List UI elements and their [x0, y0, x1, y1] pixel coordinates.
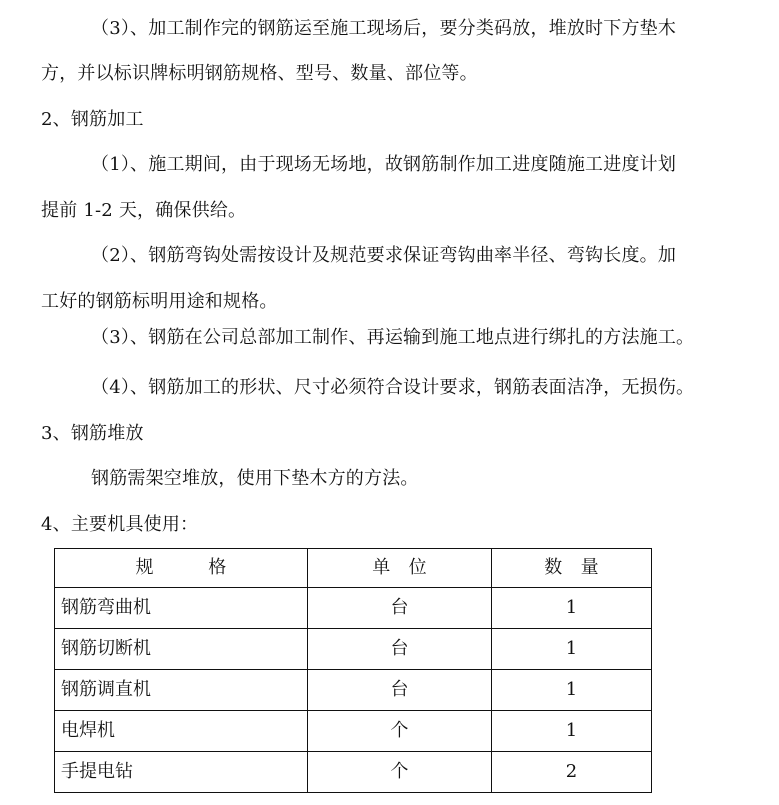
table-row [55, 629, 652, 670]
cell-quantity: 1 [492, 670, 652, 711]
section-heading: 3、钢筋堆放 [41, 423, 144, 444]
paragraph-line: （2）、钢筋弯钩处需按设计及规范要求保证弯钩曲率半径、弯钩长度。加 [91, 245, 677, 266]
paragraph-line: （1）、施工期间，由于现场无场地，故钢筋制作加工进度随施工进度计划 [91, 154, 677, 175]
cell-spec: 钢筋调直机 [55, 670, 308, 711]
table-row [55, 588, 652, 629]
cell-spec: 手提电钻 [55, 752, 308, 793]
table-row [55, 670, 652, 711]
paragraph-line: （3）、加工制作完的钢筋运至施工现场后，要分类码放，堆放时下方垫木 [91, 18, 677, 39]
cell-unit: 个 [308, 711, 492, 752]
cell-quantity: 1 [492, 629, 652, 670]
cell-spec: 钢筋弯曲机 [55, 588, 308, 629]
cell-unit: 台 [308, 629, 492, 670]
column-header-spec: 规 格 [55, 549, 308, 588]
column-header-unit: 单 位 [308, 549, 492, 588]
table-header-row [55, 549, 652, 588]
paragraph-line: （4）、钢筋加工的形状、尺寸必须符合设计要求，钢筋表面洁净，无损伤。 [91, 377, 695, 398]
cell-quantity: 1 [492, 711, 652, 752]
cell-spec: 钢筋切断机 [55, 629, 308, 670]
table-row [55, 711, 652, 752]
paragraph-line: 方，并以标识牌标明钢筋规格、型号、数量、部位等。 [41, 63, 478, 84]
paragraph-line: 钢筋需架空堆放，使用下垫木方的方法。 [91, 468, 419, 489]
cell-unit: 个 [308, 752, 492, 793]
table-row [55, 752, 652, 793]
paragraph-line: （3）、钢筋在公司总部加工制作、再运输到施工地点进行绑扎的方法施工。 [91, 327, 695, 348]
cell-quantity: 2 [492, 752, 652, 793]
cell-spec: 电焊机 [55, 711, 308, 752]
cell-unit: 台 [308, 670, 492, 711]
column-header-quantity: 数 量 [492, 549, 652, 588]
section-heading: 4、主要机具使用： [41, 514, 199, 535]
cell-unit: 台 [308, 588, 492, 629]
paragraph-line: 工好的钢筋标明用途和规格。 [41, 291, 278, 312]
section-heading: 2、钢筋加工 [41, 109, 144, 130]
paragraph-line: 提前 1-2 天，确保供给。 [41, 200, 247, 221]
equipment-table [54, 548, 652, 793]
cell-quantity: 1 [492, 588, 652, 629]
